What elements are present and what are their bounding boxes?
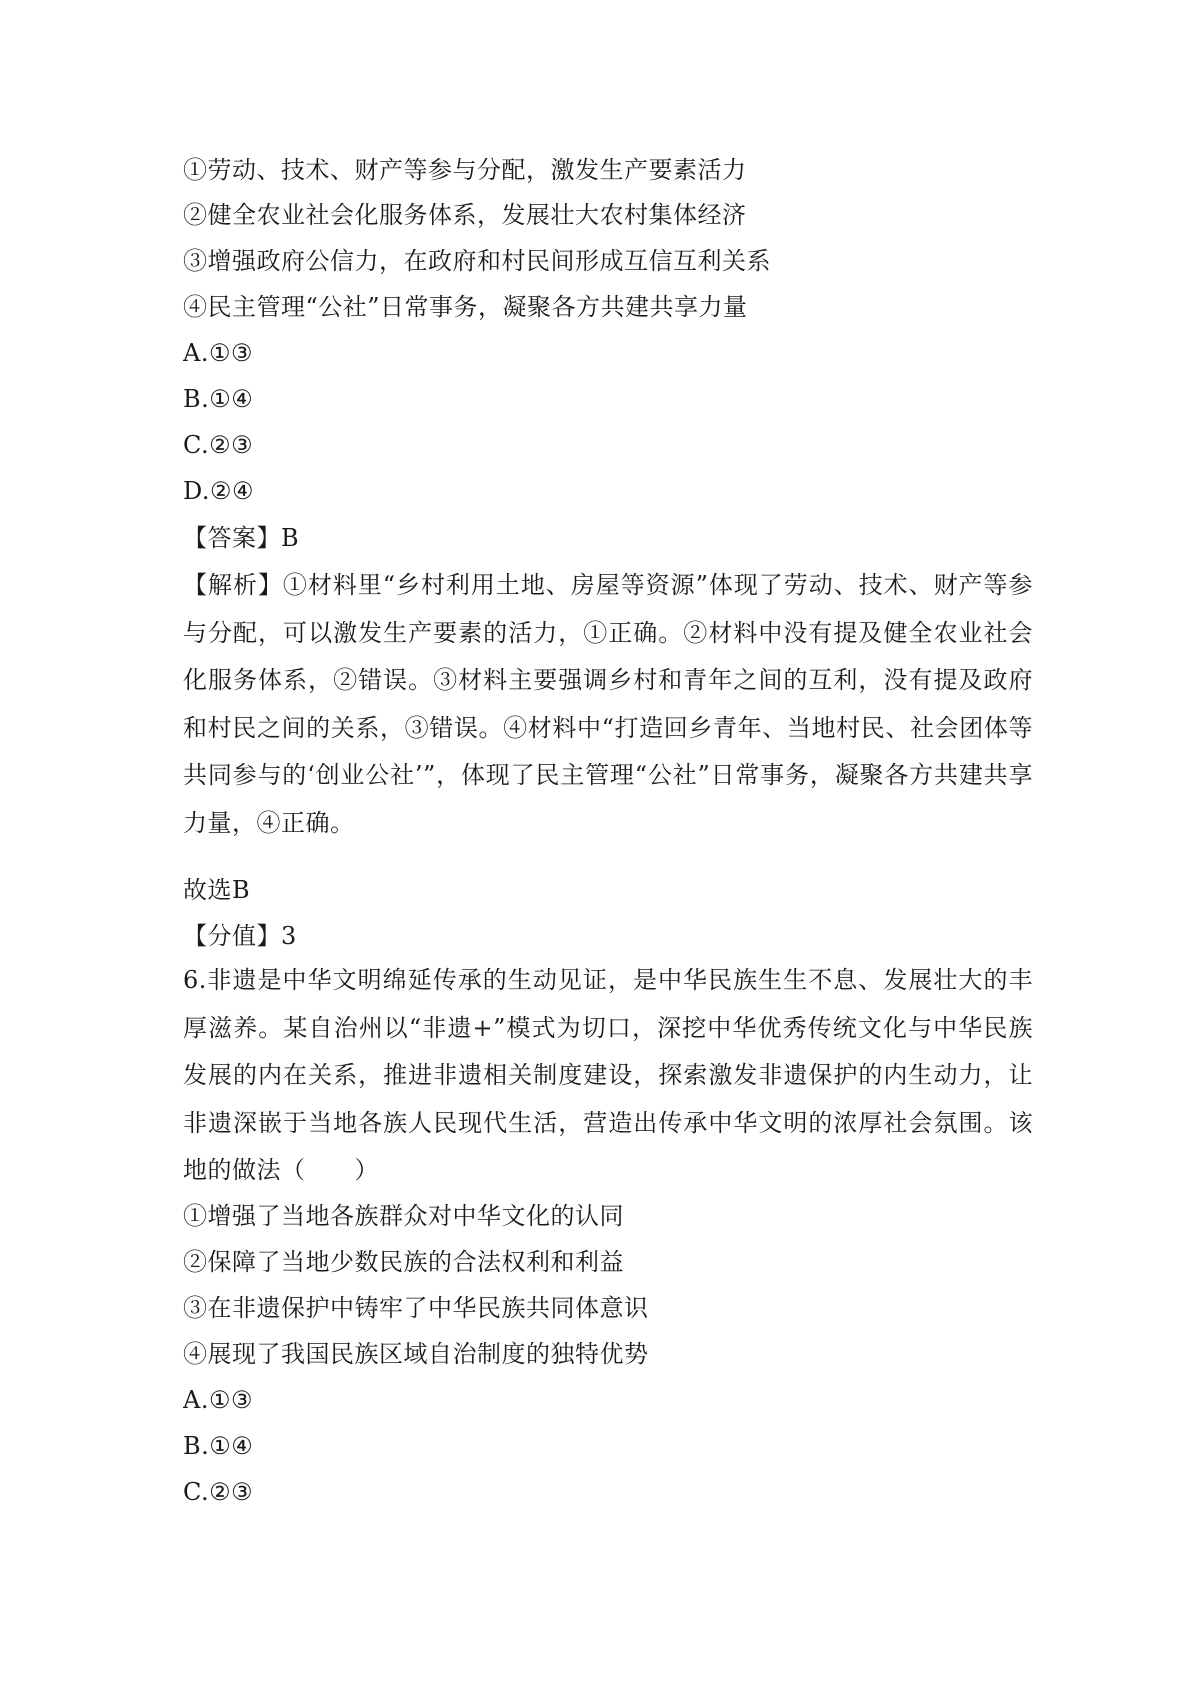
- q6-choice-c: C.②③: [183, 1478, 254, 1506]
- q5-analysis: 【解析】①材料里“乡村利用土地、房屋等资源”体现了劳动、技术、财产等参与分配，可以激发生产要素的活力，①正确。②材料中没有提及健全农业社会化服务体系，②错误。③材料主要强调乡村和青年之间的互利，没有提及政府和村民之间的关系，③错误。④材料中“打造回乡青年、当地村民、社会团体等共同参与的‘创业公社’”，体现了民主管理“公社”日常事务，凝聚各方共建共享力量，④正确。: [183, 571, 1033, 837]
- q6-option-4: ④展现了我国民族区域自治制度的独特优势: [183, 1340, 649, 1368]
- q5-option-4: ④民主管理“公社”日常事务，凝聚各方共建共享力量: [183, 293, 748, 321]
- q5-choice-a: A.①③: [183, 339, 253, 367]
- q6-stem: 6.非遗是中华文明绵延传承的生动见证，是中华民族生生不息、发展壮大的丰厚滋养。某自治州以“非遗+”模式为切口，深挖中华优秀传统文化与中华民族发展的内在关系，推进非遗相关制度建设，探索激发非遗保护的内生动力，让非遗深嵌于当地各族人民现代生活，营造出传承中华文明的浓厚社会氛围。该地的做法（ ）: [183, 966, 1033, 1184]
- q5-answer: 【答案】B: [183, 524, 300, 552]
- q5-choice-c: C.②③: [183, 431, 254, 459]
- q5-score: 【分值】3: [183, 922, 297, 950]
- q5-option-1: ①劳动、技术、财产等参与分配，激发生产要素活力: [183, 156, 747, 184]
- q6-option-1: ①增强了当地各族群众对中华文化的认同: [183, 1202, 624, 1230]
- q6-choice-b: B.①④: [183, 1432, 254, 1460]
- q6-option-3: ③在非遗保护中铸牢了中华民族共同体意识: [183, 1294, 649, 1322]
- q6-choice-a: A.①③: [183, 1386, 253, 1414]
- q5-choice-d: D.②④: [183, 477, 255, 505]
- q5-option-3: ③增强政府公信力，在政府和村民间形成互信互利关系: [183, 247, 771, 275]
- q5-option-2: ②健全农业社会化服务体系，发展壮大农村集体经济: [183, 201, 747, 229]
- q5-choice-b: B.①④: [183, 385, 254, 413]
- q5-conclusion: 故选B: [183, 876, 251, 904]
- q6-option-2: ②保障了当地少数民族的合法权利和利益: [183, 1248, 624, 1276]
